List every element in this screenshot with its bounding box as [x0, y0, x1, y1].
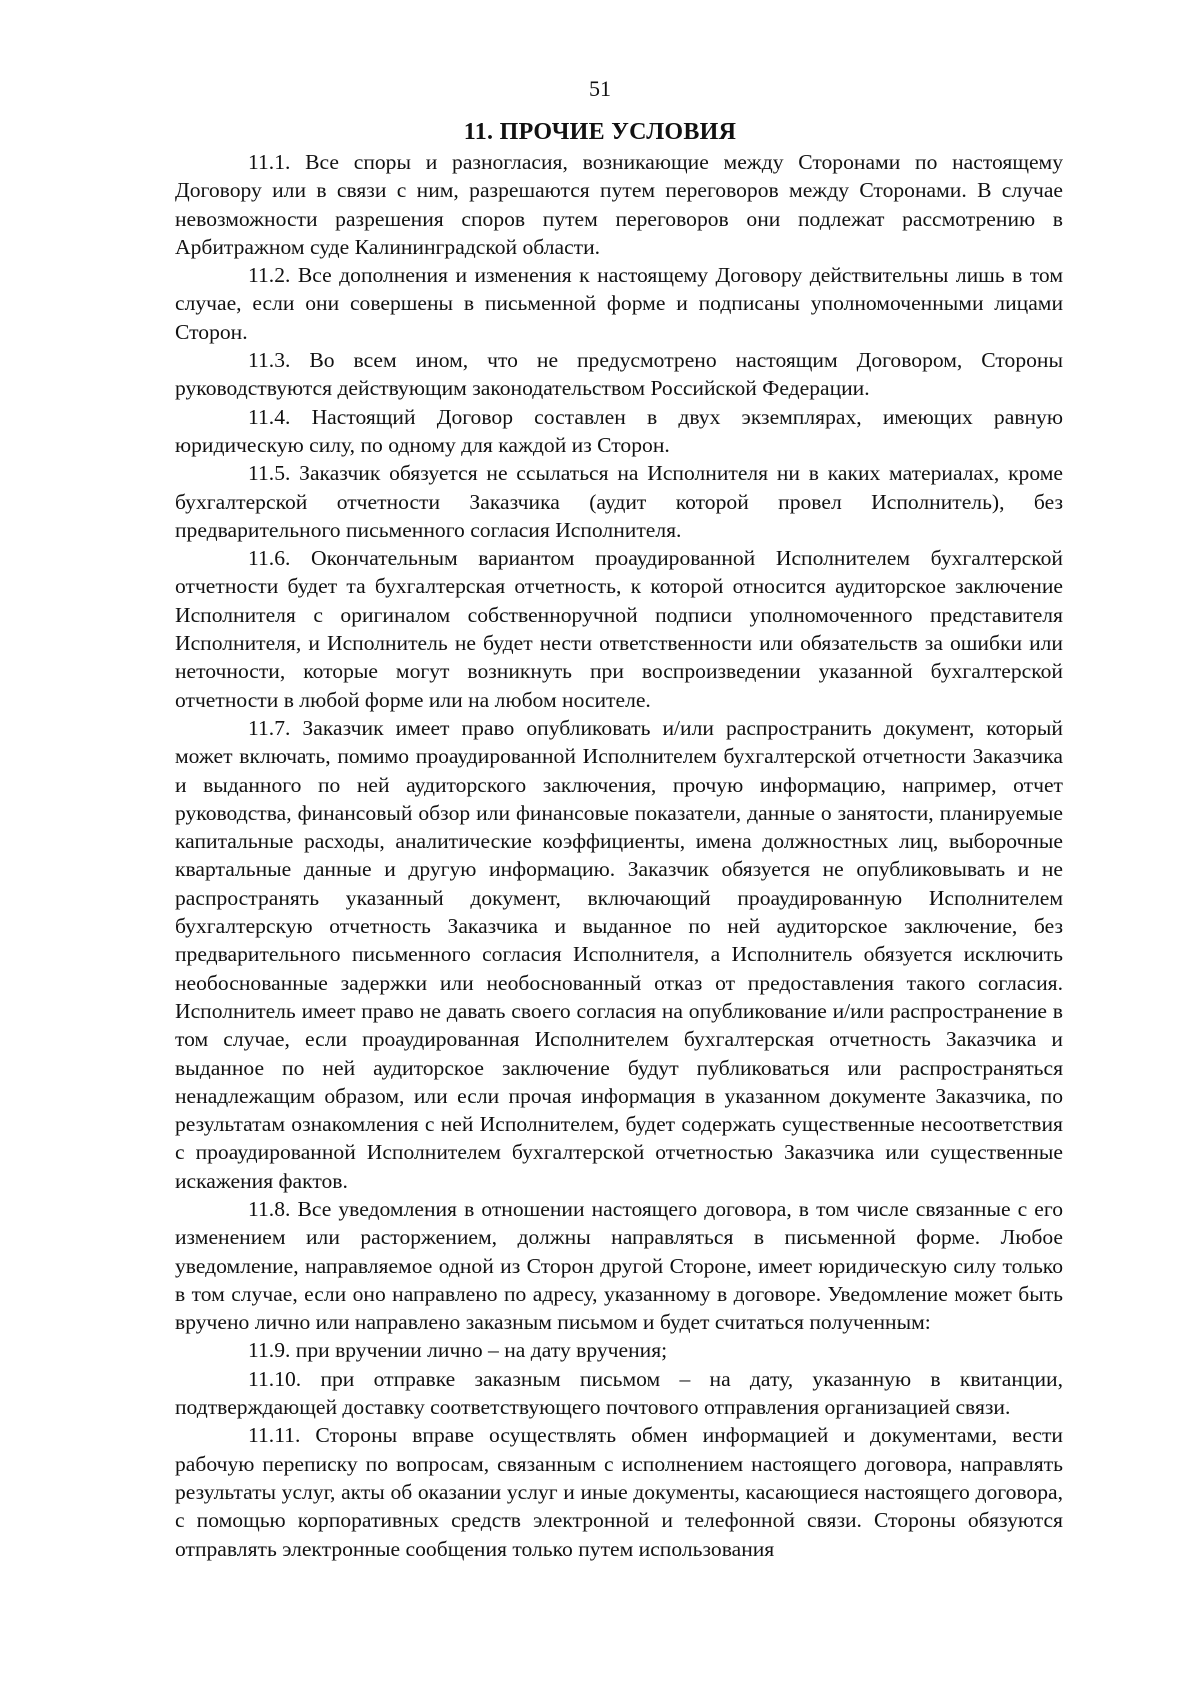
- clause-11-5: 11.5. Заказчик обязуется не ссылаться на Исполнителя ни в каких материалах, кроме бухгалтерской отчетности Заказчика (аудит которой провел Исполнитель), без предварительного письменного согласия Исполнителя.: [175, 461, 1063, 542]
- clause-11-4: 11.4. Настоящий Договор составлен в двух экземплярах, имеющих равную юридическую силу, по одному для каждой из Сторон.: [175, 404, 1063, 457]
- clause-11-6: 11.6. Окончательным вариантом проаудированной Исполнителем бухгалтерской отчетности будет та бухгалтерская отчетность, к которой относится аудиторское заключение Исполнителя с оригиналом собственноручной подписи уполномоченного представителя Исполнителя, и Исполнитель не будет нести ответственности или обязательств за ошибки или неточности, которые могут возникнуть при воспроизведении указанной бухгалтерской отчетности в любой форме или на любом носителе.: [175, 546, 1063, 712]
- clause-11-11: 11.11. Стороны вправе осуществлять обмен информацией и документами, вести рабочую переписку по вопросам, связанным с исполнением настоящего договора, направлять результаты услуг, акты об оказании услуг и иные документы, касающиеся настоящего договора, с помощью корпоративных средств электронной и телефонной связи. Стороны обязуются отправлять электронные сообщения только путем использования: [175, 1423, 1063, 1561]
- clause-11-8: 11.8. Все уведомления в отношении настоящего договора, в том числе связанные с его изменением или расторжением, должны направляться в письменной форме. Любое уведомление, направляемое одной из Сторон другой Стороне, имеет юридическую силу только в том случае, если оно направлено по адресу, указанному в договоре. Уведомление может быть вручено лично или направлено заказным письмом и будет считаться полученным:: [175, 1196, 1063, 1335]
- clause-11-7: 11.7. Заказчик имеет право опубликовать и/или распространить документ, который может включать, помимо проаудированной Исполнителем бухгалтерской отчетности Заказчика и выданного по ней аудиторского заключения, прочую информацию, например, отчет руководства, финансовый обзор или финансовые показатели, данные о занятости, планируемые капитальные расходы, аналитические коэффициенты, имена должностных лиц, выборочные квартальные данные и другую информацию. Заказчик обязуется не опубликовывать и не распространять указанный документ, включающий проаудированную Исполнителем бухгалтерскую отчетность Заказчика и выданное по ней аудиторское заключение, без предварительного письменного согласия Исполнителя, а Исполнитель обязуется исключить необоснованные задержки или необоснованный отказ от предоставления такого согласия. Исполнитель имеет право не давать своего согласия на опубликование и/или распространение в том случае, если проаудированная Исполнителем бухгалтерская отчетность Заказчика и выданное по ней аудиторское заключение будут публиковаться или распространяться ненадлежащим образом, или если прочая информация в указанном документе Заказчика, по результатам ознакомления с ней Исполнителем, будет содержать существенные несоответствия с проаудированной Исполнителем бухгалтерской отчетностью Заказчика или существенные искажения фактов.: [175, 715, 1063, 1193]
- clause-11-2: 11.2. Все дополнения и изменения к настоящему Договору действительны лишь в том случае, если они совершены в письменной форме и подписаны уполномоченными лицами Сторон.: [175, 263, 1063, 344]
- clause-11-3: 11.3. Во всем ином, что не предусмотрено настоящим Договором, Стороны руководствуются действующим законодательством Российской Федерации.: [175, 348, 1063, 401]
- clause-11-9: 11.9. при вручении лично – на дату вручения;: [248, 1338, 668, 1363]
- clause-11-1: 11.1. Все споры и разногласия, возникающие между Сторонами по настоящему Договору или в связи с ним, разрешаются путем переговоров между Сторонами. В случае невозможности разрешения споров путем переговоров они подлежат рассмотрению в Арбитражном суде Калининградской области.: [175, 150, 1063, 259]
- page-number: 51: [589, 76, 611, 101]
- section-body: [175, 148, 1063, 1563]
- section-title: 11. ПРОЧИЕ УСЛОВИЯ: [463, 119, 737, 145]
- clause-11-10: 11.10. при отправке заказным письмом – на дату, указанную в квитанции, подтверждающей доставку соответствующего почтового отправления организацией связи.: [175, 1366, 1063, 1420]
